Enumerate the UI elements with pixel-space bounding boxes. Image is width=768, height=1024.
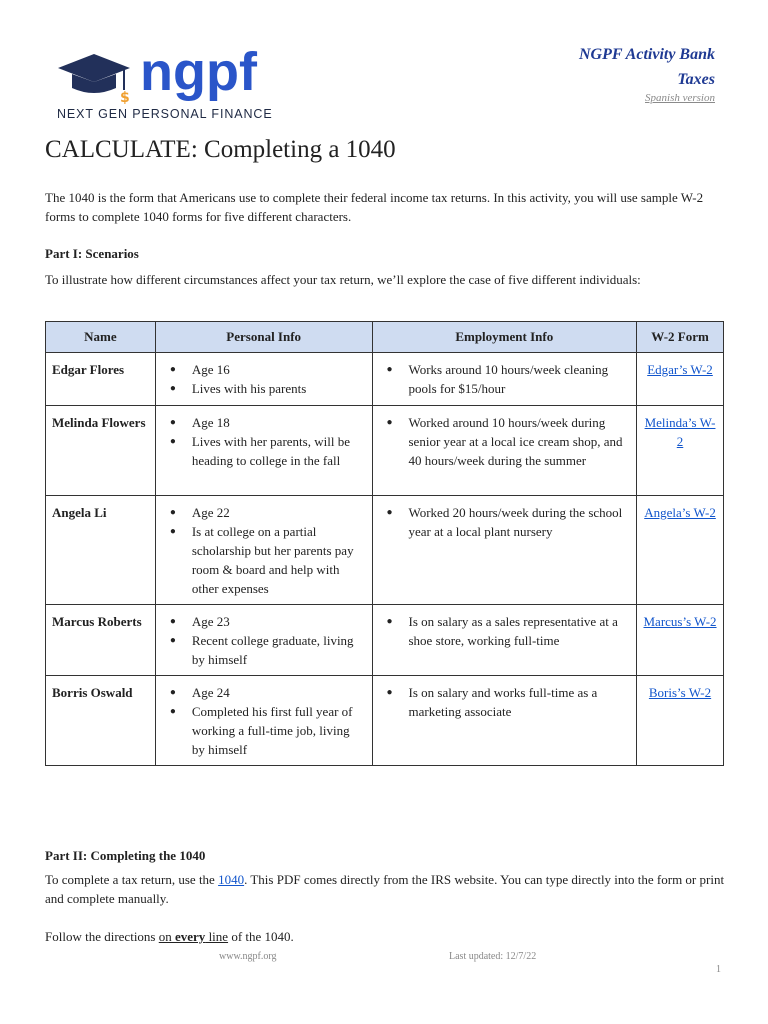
- part2-text-before: To complete a tax return, use the: [45, 872, 219, 887]
- character-name: Marcus Roberts: [46, 605, 156, 676]
- scenarios-table: [45, 321, 724, 766]
- ngpf-wordmark: ngpf: [140, 44, 257, 102]
- part2-description: [45, 870, 725, 908]
- table-row: [46, 406, 724, 496]
- part2-text-after: . This PDF comes directly from the IRS website. You can type directly into the form or print and complete manually.: [45, 872, 725, 906]
- character-name: Borris Oswald: [46, 676, 156, 766]
- employment-info-cell: [372, 353, 637, 406]
- logo-tagline: NEXT GEN PERSONAL FINANCE: [57, 107, 273, 121]
- boris-w2-link[interactable]: Boris’s W-2: [648, 685, 712, 700]
- w2-form-cell: [637, 676, 724, 766]
- header-personal-info: Personal Info: [155, 322, 372, 353]
- intro-paragraph: The 1040 is the form that Americans use to complete their federal income tax returns. In this activity, you will use sample W-2 forms to complete 1040 forms for five different characters.: [45, 190, 704, 224]
- follow-line: line: [205, 929, 229, 944]
- list-item: ● Completed his first full year of working a full-time job, living by himself: [192, 702, 366, 759]
- character-name: Angela Li: [46, 496, 156, 605]
- list-item: ● Is at college on a partial scholarship but her parents pay room & board and help with other expenses: [192, 522, 366, 598]
- spanish-version-link[interactable]: Spanish version: [645, 92, 715, 104]
- w2-form-cell: [637, 406, 724, 496]
- list-item: ● Lives with her parents, will be heading to college in the fall: [192, 432, 366, 470]
- edgar-w2-link[interactable]: Edgar’s W-2: [647, 362, 713, 377]
- list-item: ● Age 22: [192, 503, 366, 522]
- w2-form-cell: [637, 605, 724, 676]
- melinda-w2-link[interactable]: Melinda’s W-2: [644, 415, 716, 449]
- header-name: Name: [46, 322, 156, 353]
- personal-info-cell: [155, 676, 372, 766]
- footer-last-updated: Last updated: 12/7/22: [449, 951, 537, 962]
- form-1040-link[interactable]: 1040: [218, 872, 245, 887]
- personal-info-cell: [155, 353, 372, 406]
- employment-info-cell: [372, 605, 637, 676]
- employment-info-cell: [372, 406, 637, 496]
- list-item: ● Recent college graduate, living by himself: [192, 631, 366, 669]
- graduation-cap-dollar-icon: [58, 54, 130, 106]
- list-item: ● Age 16: [192, 360, 366, 379]
- on-every-line-emphasis: [159, 929, 228, 944]
- page-title: CALCULATE: Completing a 1040: [45, 136, 396, 163]
- list-item: ● Works around 10 hours/week cleaning pools for $15/hour: [409, 360, 631, 398]
- w2-form-cell: [637, 353, 724, 406]
- employment-info-cell: [372, 676, 637, 766]
- list-item: ● Age 18: [192, 413, 366, 432]
- table-row: [46, 676, 724, 766]
- part1-heading: Part I: Scenarios: [45, 246, 139, 261]
- angela-w2-link[interactable]: Angela’s W-2: [644, 505, 716, 520]
- follow-every: every: [175, 929, 206, 944]
- table-row: [46, 605, 724, 676]
- svg-text:$: $: [120, 90, 130, 106]
- list-item: ● Age 24: [192, 683, 366, 702]
- page-number: 1: [716, 964, 721, 975]
- character-name: Melinda Flowers: [46, 406, 156, 496]
- marcus-w2-link[interactable]: Marcus’s W-2: [643, 614, 717, 629]
- personal-info-cell: [155, 496, 372, 605]
- personal-info-cell: [155, 406, 372, 496]
- topic-label: Taxes: [677, 71, 715, 88]
- header-w2-form: W-2 Form: [637, 322, 724, 353]
- follow-on: on: [158, 929, 175, 944]
- ngpf-logo: [56, 44, 271, 106]
- follow-directions: [45, 927, 294, 946]
- header-employment-info: Employment Info: [372, 322, 637, 353]
- list-item: ● Is on salary and works full-time as a marketing associate: [409, 683, 631, 721]
- activity-bank-label: NGPF Activity Bank: [579, 46, 715, 63]
- character-name: Edgar Flores: [46, 353, 156, 406]
- w2-form-cell: [637, 496, 724, 605]
- follow-text-after: of the 1040.: [228, 929, 294, 944]
- part2-heading: Part II: Completing the 1040: [45, 848, 206, 863]
- list-item: ● Lives with his parents: [192, 379, 366, 398]
- table-row: [46, 353, 724, 406]
- table-header-row: [46, 322, 724, 353]
- list-item: ● Worked 20 hours/week during the school year at a local plant nursery: [409, 503, 631, 541]
- follow-text-before: Follow the directions: [45, 929, 159, 944]
- footer-url: www.ngpf.org: [219, 951, 277, 962]
- part1-description: To illustrate how different circumstances affect your tax return, we’ll explore the case of five different individuals:: [45, 272, 641, 287]
- personal-info-cell: [155, 605, 372, 676]
- list-item: ● Is on salary as a sales representative at a shoe store, working full-time: [409, 612, 631, 650]
- list-item: ● Age 23: [192, 612, 366, 631]
- list-item: ● Worked around 10 hours/week during senior year at a local ice cream shop, and 40 hours/week during the summer: [409, 413, 631, 470]
- table-row: [46, 496, 724, 605]
- employment-info-cell: [372, 496, 637, 605]
